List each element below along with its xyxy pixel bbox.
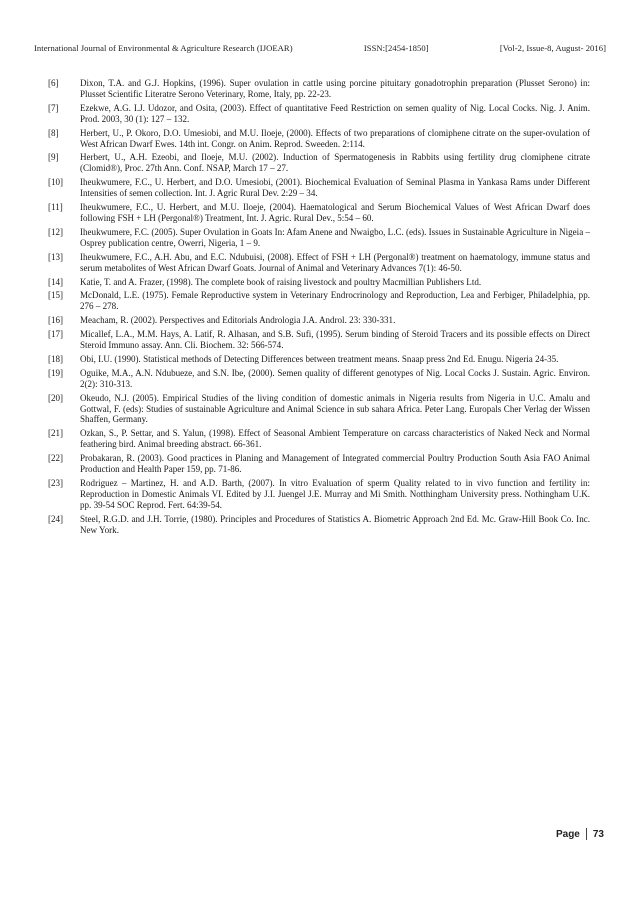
reference-text: Oguike, M.A., A.N. Ndubueze, and S.N. Ibe, (2000). Semen quality of different genotypes of Nig. Local Cocks J. Sustain. Agric. Environ. 2(2): 310-313. [80,367,590,389]
reference-text: Dixon, T.A. and G.J. Hopkins, (1996). Super ovulation in cattle using porcine pituitary gonadotrophin preparation (Plusset Serono) in: Plusset Scientific Literatre Serono Veterinary, Rome, Italy, pp. 22-23. [80,78,590,99]
reference-text: Okeudo, N.J. (2005). Empirical Studies of the living condition of domestic animals in Nigeria results from Nigeria in U.C. Amalu and Gottwal, F. (eds): Studies of sustainable Agriculture and Animal Science in sub sahara Africa. Peter Lang. Europals Cher Verlag der Wissen Shaffen, Germany. [80,392,590,425]
reference-number: [18] [48,353,64,364]
reference-number: [23] [48,478,64,488]
reference-number: [16] [48,315,64,326]
journal-title: International Journal of Environmental & Agriculture Research (IJOEAR) [34,43,293,53]
footer-separator [586,828,587,840]
volume-issue: [Vol-2, Issue-8, August- 2016] [499,43,606,53]
reference-item [48,251,590,274]
page-number: 73 [592,828,604,840]
reference-item [48,478,590,511]
reference-item [48,428,590,450]
reference-item [48,315,590,326]
reference-item [48,353,590,365]
reference-number: [6] [48,78,59,88]
reference-number: [8] [48,127,59,138]
reference-item [48,513,590,536]
reference-text: Ozkan, S., P. Settar, and S. Yalun, (1998). Effect of Seasonal Ambient Temperature on carcass characteristics of Naked Neck and Normal feathering bird. Animal breeding abstract. 66-361. [80,428,590,450]
reference-item [48,152,590,174]
reference-text: Rodriguez – Martinez, H. and A.D. Barth, (2007). In vitro Evaluation of sperm Quality related to in vivo function and fertility in: Reproduction in Domestic Animals VI. Edited by J.I. Juengel J.E. Murray and Mi Smith. Notthingham University press. Nothingham U.K. pp. 39-54 SOC Reprod. Fert. 64:39-54. [80,478,590,510]
reference-number: [12] [48,226,64,237]
reference-number: [13] [48,251,64,262]
reference-item [48,177,590,199]
reference-number: [10] [48,177,64,188]
reference-item [48,127,590,150]
reference-number: [7] [48,102,59,113]
reference-item [48,202,590,224]
reference-item [48,453,590,475]
reference-item [48,329,590,351]
reference-number: [11] [48,202,63,213]
running-header [34,43,606,57]
reference-number: [20] [48,392,64,403]
reference-number: [9] [48,152,59,163]
reference-text: Probakaran, R. (2003). Good practices in Planing and Management of Integrated commercial Poultry Production South Asia FAO Animal Production and Health Paper 159, pp. 71-86. [80,453,590,475]
page-label: Page [555,828,580,840]
reference-text: Iheukwumere, F.C. (2005). Super Ovulation in Goats In: Afam Anene and Nwaigbo, L.C. (eds). Issues in Sustainable Agriculture in Nigeia – Osprey publication centre, Owerri, Nigeria, 1 – 9. [80,226,590,248]
reference-number: [17] [48,329,64,340]
reference-list [48,78,590,539]
reference-text: Herbert, U., P. Okoro, D.O. Umesiobi, and M.U. Iloeje, (2000). Effects of two preparations of clomiphene citrate on the super-ovulation of West African Dwarf Ewes. 14th int. Congr. on Anim. Reprod. Sweeden. 2:114. [80,127,590,149]
reference-number: [14] [48,276,64,287]
reference-item [48,392,590,426]
reference-text: Katie, T. and A. Frazer, (1998). The complete book of raising livestock and poultry Macmillian Publishers Ltd. [80,276,482,287]
reference-number: [15] [48,290,64,301]
reference-text: Steel, R.G.D. and J.H. Torrie, (1980). Principles and Procedures of Statistics A. Biometric Approach 2nd Ed. Mc. Graw-Hill Book Co. Inc. New York. [80,513,590,535]
reference-item [48,276,590,288]
issn: ISSN:[2454-1850] [363,43,429,53]
reference-number: [24] [48,513,64,524]
reference-text: Herbert, U., A.H. Ezeobi, and Iloeje, M.U. (2002). Induction of Spermatogenesis in Rabbits using fertility drug clomiphene citrate (Clomid®), Proc. 27th Ann. Conf. NSAP, March 17 – 27. [80,152,590,174]
reference-item [48,367,590,390]
reference-item [48,290,590,312]
reference-text: Micallef, L.A., M.M. Hays, A. Latif, R. Alhasan, and S.B. Sufi, (1995). Serum binding of Steroid Tracers and its possible effects on Direct Steroid Immuno assay. Ann. Cli. Biochem. 32: 566-574. [80,329,590,351]
reference-text: Obi, I.U. (1990). Statistical methods of Detecting Differences between treatment means. Snaap press 2nd Ed. Enugu. Nigeria 24-35. [80,353,559,364]
reference-text: Ezekwe, A.G. I.J. Udozor, and Osita, (2003). Effect of quantitative Feed Restriction on semen quality of Nig. Local Cocks. Nig. J. Anim. Prod. 2003, 30 (1): 127 – 132. [80,102,590,124]
reference-text: Iheukwumere, F.C., U. Herbert, and D.O. Umesiobi, (2001). Biochemical Evaluation of Seminal Plasma in Yankasa Rams under Different Intensities of semen collection. Int. J. Agric Rural Dev. 2:29 – 34. [80,177,590,199]
reference-item [48,102,590,125]
page-footer [556,827,604,841]
reference-number: [22] [48,453,64,464]
reference-item [48,78,590,100]
reference-text: Iheukwumere, F.C., A.H. Abu, and E.C. Ndubuisi, (2008). Effect of FSH + LH (Pergonal®) treatment on haematology, immune status and serum metabolites of West African Dwarf Goats. Journal of Animal and Veterinary Advances 7(1): 46-50. [80,251,590,273]
reference-number: [21] [48,428,64,439]
reference-text: McDonald, L.E. (1975). Female Reproductive system in Veterinary Endrocrinology and Reproduction, Lea and Ferbiger, Philadelphia, pp. 276 – 278. [80,290,590,312]
reference-text: Meacham, R. (2002). Perspectives and Editorials Andrologia J.A. Androl. 23: 330-331. [80,315,396,326]
reference-item [48,226,590,249]
reference-number: [19] [48,367,64,378]
reference-text: Iheukwumere, F.C., U. Herbert, and M.U. Iloeje, (2004). Haematological and Serum Biochemical Values of West African Dwarf does following FSH + LH (Pergonal®) Treatment, Int. J. Agric. Rural Dev., 5:54 – 60. [80,202,590,223]
